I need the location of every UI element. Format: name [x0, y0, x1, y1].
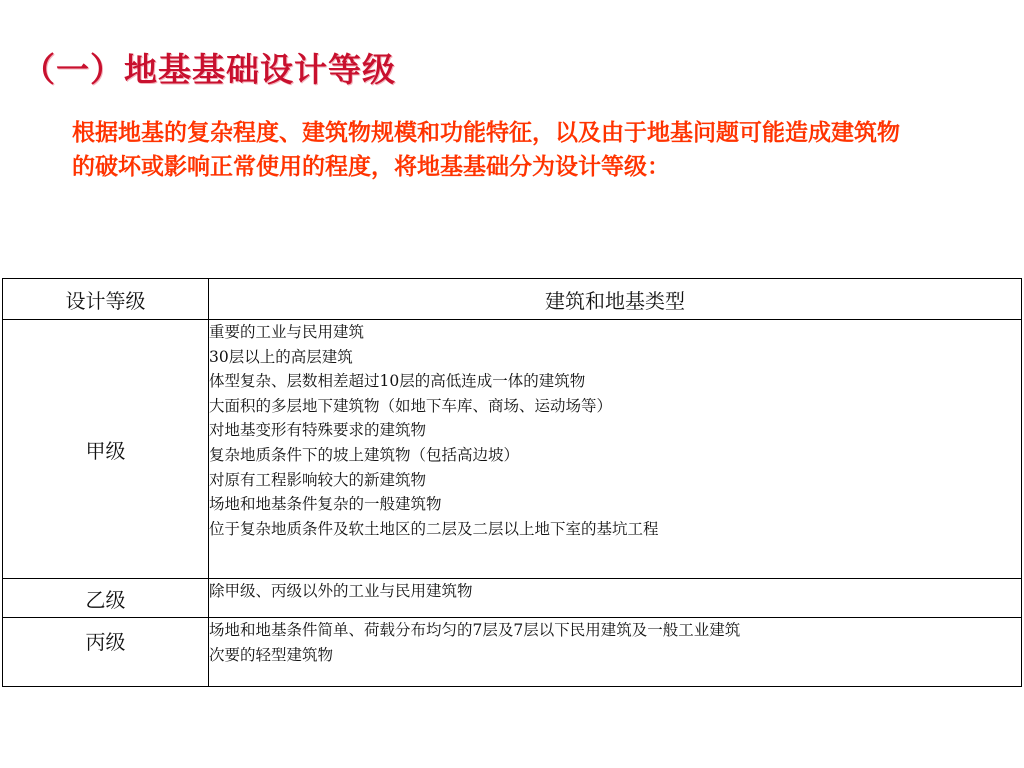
- design-grade-table: [2, 278, 1022, 687]
- list-item: 位于复杂地质条件及软土地区的二层及二层以上地下室的基坑工程: [209, 519, 659, 538]
- list-item: 体型复杂、层数相差超过10层的高低连成一体的建筑物: [209, 372, 586, 391]
- table-header-row: [3, 279, 1022, 320]
- list-item: 场地和地基条件简单、荷载分布均匀的7层及7层以下民用建筑及一般工业建筑: [209, 621, 741, 639]
- list-item: 重要的工业与民用建筑: [209, 323, 365, 341]
- list-item: 次要的轻型建筑物: [209, 645, 334, 664]
- list-item: 对原有工程影响较大的新建筑物: [209, 470, 427, 489]
- grade-cell: 丙级: [3, 618, 209, 687]
- slide-title: （一）地基基础设计等级: [22, 50, 396, 89]
- list-item: 复杂地质条件下的坡上建筑物（包括高边坡）: [209, 445, 520, 464]
- header-design-grade: 设计等级: [3, 279, 209, 320]
- table-row-grade-b: [3, 579, 1022, 618]
- list-item: 场地和地基条件复杂的一般建筑物: [209, 495, 442, 514]
- type-cell: [209, 618, 1022, 687]
- type-cell: [209, 579, 1022, 618]
- header-building-foundation-type: 建筑和地基类型: [209, 279, 1022, 320]
- list-item: 除甲级、丙级以外的工业与民用建筑物: [209, 582, 473, 600]
- intro-paragraph: 根据地基的复杂程度、建筑物规模和功能特征，以及由于地基问题可能造成建筑物的破坏或影响正常使用的程度，将地基基础分为设计等级：: [72, 120, 900, 180]
- list-item: 30层以上的高层建筑: [209, 347, 353, 366]
- type-cell: [209, 320, 1022, 579]
- grade-cell: 乙级: [3, 579, 209, 618]
- table-row-grade-c: [3, 618, 1022, 687]
- table-row-grade-a: [3, 320, 1022, 579]
- list-item: 大面积的多层地下建筑物（如地下车库、商场、运动场等）: [209, 396, 613, 415]
- list-item: 对地基变形有特殊要求的建筑物: [209, 421, 427, 440]
- grade-cell: 甲级: [3, 320, 209, 579]
